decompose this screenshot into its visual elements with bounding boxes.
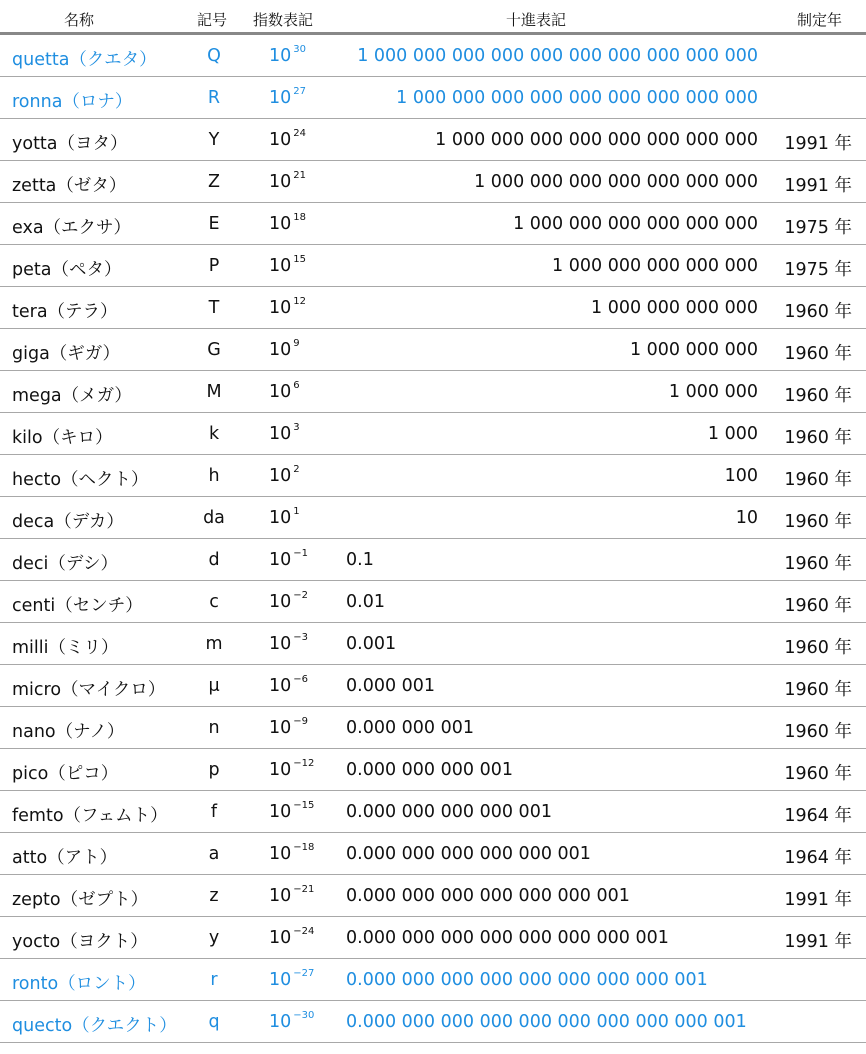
- decimal-notation: 1 000 000 000 000 000 000 000: [474, 172, 758, 192]
- decimal-notation: 1 000 000 000 000 000: [552, 256, 758, 276]
- prefix-name: nano（ナノ）: [12, 722, 125, 742]
- decimal-notation: 0.000 000 000 000 000 001: [346, 844, 591, 864]
- exponent-notation: [269, 970, 314, 990]
- prefix-symbol-text: d: [208, 550, 220, 570]
- exponent-power: −2: [293, 590, 309, 601]
- header-exponent: 指数表記: [253, 11, 314, 29]
- exponent-power: 21: [293, 170, 307, 181]
- prefix-name: deci（デシ）: [12, 554, 119, 574]
- adoption-year: 1960 年: [784, 596, 852, 616]
- prefix-symbol-text: q: [208, 1012, 220, 1032]
- adoption-year: 1991 年: [784, 134, 852, 154]
- header-name: 名称: [64, 11, 95, 29]
- exponent-notation: [269, 550, 308, 570]
- exponent-power: 27: [293, 86, 307, 97]
- table-row: [0, 161, 866, 203]
- exponent-notation: [269, 760, 314, 780]
- decimal-notation: 0.000 000 000 000 000 000 000 000 001: [346, 970, 708, 990]
- exponent-notation: [269, 928, 314, 948]
- exponent-notation: [269, 844, 314, 864]
- exponent-power: 12: [293, 296, 307, 307]
- prefix-symbol-text: r: [210, 970, 218, 990]
- table-row: [0, 35, 866, 77]
- exponent-power: 6: [293, 380, 300, 391]
- prefix-name: mega（メガ）: [12, 386, 132, 406]
- exponent-power: −15: [293, 800, 315, 811]
- prefix-symbol-text: h: [208, 466, 220, 486]
- prefix-symbol-text: Z: [208, 172, 220, 192]
- prefix-name: deca（デカ）: [12, 512, 124, 532]
- prefix-name: quetta（クエタ）: [12, 50, 157, 70]
- adoption-year: 1960 年: [784, 302, 852, 322]
- decimal-notation: 0.000 000 000 000 000 000 000 000 000 001: [346, 1012, 747, 1032]
- exponent-base: 10: [269, 298, 292, 318]
- prefix-name: yocto（ヨクト）: [12, 932, 148, 952]
- prefix-symbol-text: Y: [208, 130, 220, 150]
- prefix-symbol-text: R: [207, 88, 221, 108]
- exponent-power: −30: [293, 1010, 315, 1021]
- decimal-notation: 1 000 000 000 000: [591, 298, 758, 318]
- adoption-year: 1960 年: [784, 344, 852, 364]
- prefix-name: atto（アト）: [12, 848, 118, 868]
- table-row: [0, 455, 866, 497]
- decimal-notation: 0.01: [346, 592, 385, 612]
- decimal-notation: 0.000 000 000 001: [346, 760, 513, 780]
- exponent-base: 10: [269, 760, 292, 780]
- decimal-notation: 1 000 000: [668, 382, 758, 402]
- exponent-base: 10: [269, 886, 292, 906]
- prefix-symbol-text: T: [208, 298, 220, 318]
- exponent-power: −1: [293, 548, 309, 559]
- exponent-base: 10: [269, 550, 292, 570]
- decimal-notation: 0.000 000 000 000 000 000 000 001: [346, 928, 669, 948]
- decimal-notation: 1 000 000 000 000 000 000: [513, 214, 758, 234]
- header-year: 制定年: [796, 11, 842, 29]
- exponent-notation: [269, 88, 306, 108]
- prefix-name: zepto（ゼプト）: [12, 890, 149, 910]
- decimal-notation: 0.000 000 000 000 000 000 001: [346, 886, 630, 906]
- exponent-notation: [269, 382, 300, 402]
- exponent-notation: [269, 634, 308, 654]
- header-symbol: 記号: [197, 11, 228, 29]
- table-row: [0, 245, 866, 287]
- exponent-power: −3: [293, 632, 309, 643]
- exponent-notation: [269, 340, 300, 360]
- exponent-notation: [269, 46, 306, 66]
- prefix-symbol-text: E: [208, 214, 220, 234]
- adoption-year: 1960 年: [784, 722, 852, 742]
- exponent-base: 10: [269, 424, 292, 444]
- prefix-symbol-text: P: [208, 256, 220, 276]
- prefix-symbol-text: k: [208, 424, 220, 444]
- exponent-power: 1: [293, 506, 300, 517]
- exponent-power: −27: [293, 968, 315, 979]
- exponent-base: 10: [269, 466, 292, 486]
- prefix-name: ronna（ロナ）: [12, 92, 133, 112]
- exponent-power: 3: [293, 422, 300, 433]
- prefix-name: kilo（キロ）: [12, 428, 113, 448]
- exponent-base: 10: [269, 214, 292, 234]
- table-header: [0, 0, 866, 35]
- prefix-symbol-text: a: [208, 844, 220, 864]
- exponent-power: −6: [293, 674, 309, 685]
- exponent-notation: [269, 424, 300, 444]
- prefix-name: pico（ピコ）: [12, 764, 119, 784]
- prefix-name: yotta（ヨタ）: [12, 134, 128, 154]
- exponent-notation: [269, 886, 314, 906]
- exponent-power: 24: [293, 128, 307, 139]
- exponent-notation: [269, 298, 306, 318]
- prefix-name: ronto（ロント）: [12, 974, 146, 994]
- prefix-name: femto（フェムト）: [12, 806, 168, 826]
- table-row: [0, 371, 866, 413]
- prefix-name: hecto（ヘクト）: [12, 470, 149, 490]
- prefix-name: micro（マイクロ）: [12, 680, 166, 700]
- prefix-symbol-text: z: [209, 886, 219, 906]
- decimal-notation: 1 000 000 000: [629, 340, 758, 360]
- exponent-base: 10: [269, 88, 292, 108]
- table-row: [0, 539, 866, 581]
- prefix-symbol-text: p: [208, 760, 220, 780]
- prefix-symbol-text: Q: [207, 46, 221, 66]
- exponent-base: 10: [269, 676, 292, 696]
- adoption-year: 1991 年: [784, 890, 852, 910]
- exponent-base: 10: [269, 844, 292, 864]
- decimal-notation: 1 000 000 000 000 000 000 000 000: [435, 130, 758, 150]
- decimal-notation: 0.000 001: [346, 676, 436, 696]
- prefix-name: milli（ミリ）: [12, 638, 119, 658]
- exponent-notation: [269, 172, 306, 192]
- exponent-power: 15: [293, 254, 307, 265]
- table-row: [0, 665, 866, 707]
- table-row: [0, 1001, 866, 1043]
- decimal-notation: 1 000 000 000 000 000 000 000 000 000 000: [357, 46, 758, 66]
- prefix-name: quecto（クエクト）: [12, 1016, 177, 1036]
- table-row: [0, 917, 866, 959]
- adoption-year: 1960 年: [784, 428, 852, 448]
- exponent-notation: [269, 214, 306, 234]
- exponent-power: 9: [293, 338, 300, 349]
- exponent-notation: [269, 466, 300, 486]
- prefix-symbol-text: c: [209, 592, 219, 612]
- exponent-base: 10: [269, 508, 292, 528]
- exponent-notation: [269, 676, 308, 696]
- table-row: [0, 203, 866, 245]
- adoption-year: 1964 年: [784, 848, 852, 868]
- exponent-notation: [269, 592, 308, 612]
- table-row: [0, 875, 866, 917]
- exponent-base: 10: [269, 970, 292, 990]
- exponent-power: −24: [293, 926, 315, 937]
- adoption-year: 1960 年: [784, 764, 852, 784]
- decimal-notation: 1 000 000 000 000 000 000 000 000 000: [396, 88, 758, 108]
- prefix-symbol-text: M: [206, 382, 222, 402]
- decimal-notation: 0.001: [346, 634, 397, 654]
- adoption-year: 1975 年: [784, 260, 852, 280]
- exponent-power: −18: [293, 842, 315, 853]
- prefix-name: giga（ギガ）: [12, 344, 120, 364]
- prefix-name: zetta（ゼタ）: [12, 176, 127, 196]
- exponent-notation: [269, 718, 308, 738]
- header-decimal: 十進表記: [506, 11, 567, 29]
- adoption-year: 1975 年: [784, 218, 852, 238]
- prefix-symbol-text: μ: [208, 676, 220, 696]
- exponent-base: 10: [269, 592, 292, 612]
- exponent-power: −9: [293, 716, 309, 727]
- decimal-notation: 1 000: [707, 424, 758, 444]
- exponent-base: 10: [269, 382, 292, 402]
- decimal-notation: 100: [724, 466, 758, 486]
- table-row: [0, 413, 866, 455]
- prefix-symbol-text: f: [210, 802, 218, 822]
- exponent-base: 10: [269, 256, 292, 276]
- table-row: [0, 833, 866, 875]
- table-row: [0, 707, 866, 749]
- table-row: [0, 497, 866, 539]
- exponent-base: 10: [269, 340, 292, 360]
- exponent-base: 10: [269, 928, 292, 948]
- exponent-notation: [269, 802, 314, 822]
- exponent-base: 10: [269, 172, 292, 192]
- exponent-power: −21: [293, 884, 315, 895]
- decimal-notation: 0.000 000 001: [346, 718, 475, 738]
- table-row: [0, 749, 866, 791]
- table-row: [0, 959, 866, 1001]
- table-row: [0, 623, 866, 665]
- exponent-base: 10: [269, 634, 292, 654]
- adoption-year: 1960 年: [784, 638, 852, 658]
- exponent-base: 10: [269, 718, 292, 738]
- table-row: [0, 329, 866, 371]
- decimal-notation: 0.1: [346, 550, 374, 570]
- prefix-symbol-text: da: [203, 508, 225, 528]
- adoption-year: 1960 年: [784, 512, 852, 532]
- table-row: [0, 287, 866, 329]
- prefix-symbol-text: y: [208, 928, 220, 948]
- exponent-base: 10: [269, 130, 292, 150]
- prefix-name: peta（ペタ）: [12, 260, 122, 280]
- exponent-base: 10: [269, 1012, 292, 1032]
- prefix-name: exa（エクサ）: [12, 218, 132, 238]
- table-body: [0, 35, 866, 1043]
- adoption-year: 1991 年: [784, 932, 852, 952]
- prefix-symbol-text: n: [208, 718, 220, 738]
- exponent-power: −12: [293, 758, 315, 769]
- table-row: [0, 791, 866, 833]
- exponent-power: 30: [293, 44, 307, 55]
- exponent-base: 10: [269, 46, 292, 66]
- prefix-symbol-text: m: [205, 634, 223, 654]
- adoption-year: 1960 年: [784, 680, 852, 700]
- adoption-year: 1964 年: [784, 806, 852, 826]
- table-row: [0, 119, 866, 161]
- table-row: [0, 77, 866, 119]
- exponent-notation: [269, 256, 306, 276]
- exponent-notation: [269, 508, 300, 528]
- exponent-notation: [269, 130, 306, 150]
- exponent-power: 18: [293, 212, 307, 223]
- exponent-base: 10: [269, 802, 292, 822]
- prefix-name: centi（センチ）: [12, 596, 143, 616]
- prefix-symbol-text: G: [207, 340, 221, 360]
- exponent-notation: [269, 1012, 314, 1032]
- adoption-year: 1960 年: [784, 554, 852, 574]
- exponent-power: 2: [293, 464, 300, 475]
- decimal-notation: 0.000 000 000 000 001: [346, 802, 552, 822]
- adoption-year: 1960 年: [784, 386, 852, 406]
- table-row: [0, 581, 866, 623]
- decimal-notation: 10: [735, 508, 758, 528]
- adoption-year: 1991 年: [784, 176, 852, 196]
- adoption-year: 1960 年: [784, 470, 852, 490]
- prefix-name: tera（テラ）: [12, 302, 118, 322]
